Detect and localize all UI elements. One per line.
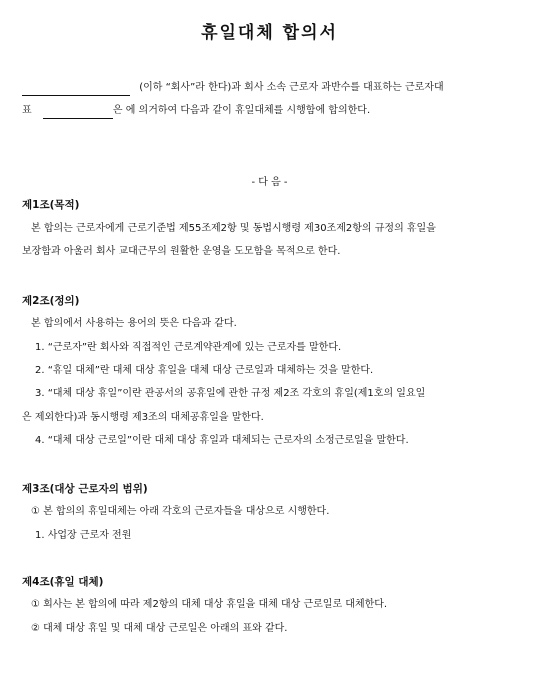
article-3-heading: 제3조(대상 근로자의 범위) [22, 483, 148, 495]
article-2-item-1: 1. “근로자”란 회사와 직접적인 근로계약관계에 있는 근로자를 말한다. [35, 342, 342, 353]
intro-line-1 [22, 80, 444, 96]
intro-line-2 [22, 103, 370, 119]
article-4-line-1: ① 회사는 본 합의에 따라 제2항의 대체 대상 휴일을 대체 대상 근로일로 대체한다. [31, 599, 388, 610]
article-4-heading: 제4조(휴일 대체) [22, 576, 104, 588]
intro-line-2-text: 은 에 의거하여 다음과 같이 휴일대체를 시행함에 합의한다. [112, 105, 371, 116]
article-2-item-4: 4. “대체 대상 근로일”이란 대체 대상 휴일과 대체되는 근로자의 소정근로일을 말한다. [35, 435, 409, 446]
article-4-line-2: ② 대체 대상 휴일 및 대체 대상 근로일은 아래의 표와 같다. [31, 623, 288, 634]
company-name-blank [22, 84, 130, 96]
representative-name-blank [43, 107, 113, 119]
intro-line-1-text: (이하 “회사”라 한다)과 회사 소속 근로자 과반수를 대표하는 근로자대 [139, 82, 444, 93]
article-1-line-2: 보장함과 아울러 회사 교대근무의 원활한 운영을 도모함을 목적으로 한다. [22, 246, 341, 257]
article-2-item-2: 2. “휴일 대체”란 대체 대상 휴일을 대체 대상 근로일과 대체하는 것을 말한다. [35, 365, 374, 376]
article-2-line-1: 본 합의에서 사용하는 용어의 뜻은 다음과 같다. [31, 318, 237, 329]
article-1-heading: 제1조(목적) [22, 199, 80, 211]
article-2-item-3-cont: 은 제외한다)과 동시행령 제3조의 대체공휴일을 말한다. [22, 412, 264, 423]
article-1-line-1: 본 합의는 근로자에게 근로기준법 제55조제2항 및 동법시행령 제30조제2항의 규정의 휴일을 [31, 223, 436, 234]
separator-heading: - 다 음 - [251, 177, 288, 188]
article-3-line-1: ① 본 합의의 휴일대체는 아래 각호의 근로자들을 대상으로 시행한다. [31, 506, 330, 517]
article-2-item-3: 3. “대체 대상 휴일”이란 관공서의 공휴일에 관한 규정 제2조 각호의 휴일(제1호의 일요일 [35, 388, 426, 399]
article-3-item-1: 1. 사업장 근로자 전원 [35, 530, 132, 541]
document-title: 휴일대체 합의서 [201, 23, 338, 43]
article-2-heading: 제2조(정의) [22, 295, 80, 307]
intro-line-2-prefix: 표 [22, 105, 32, 116]
